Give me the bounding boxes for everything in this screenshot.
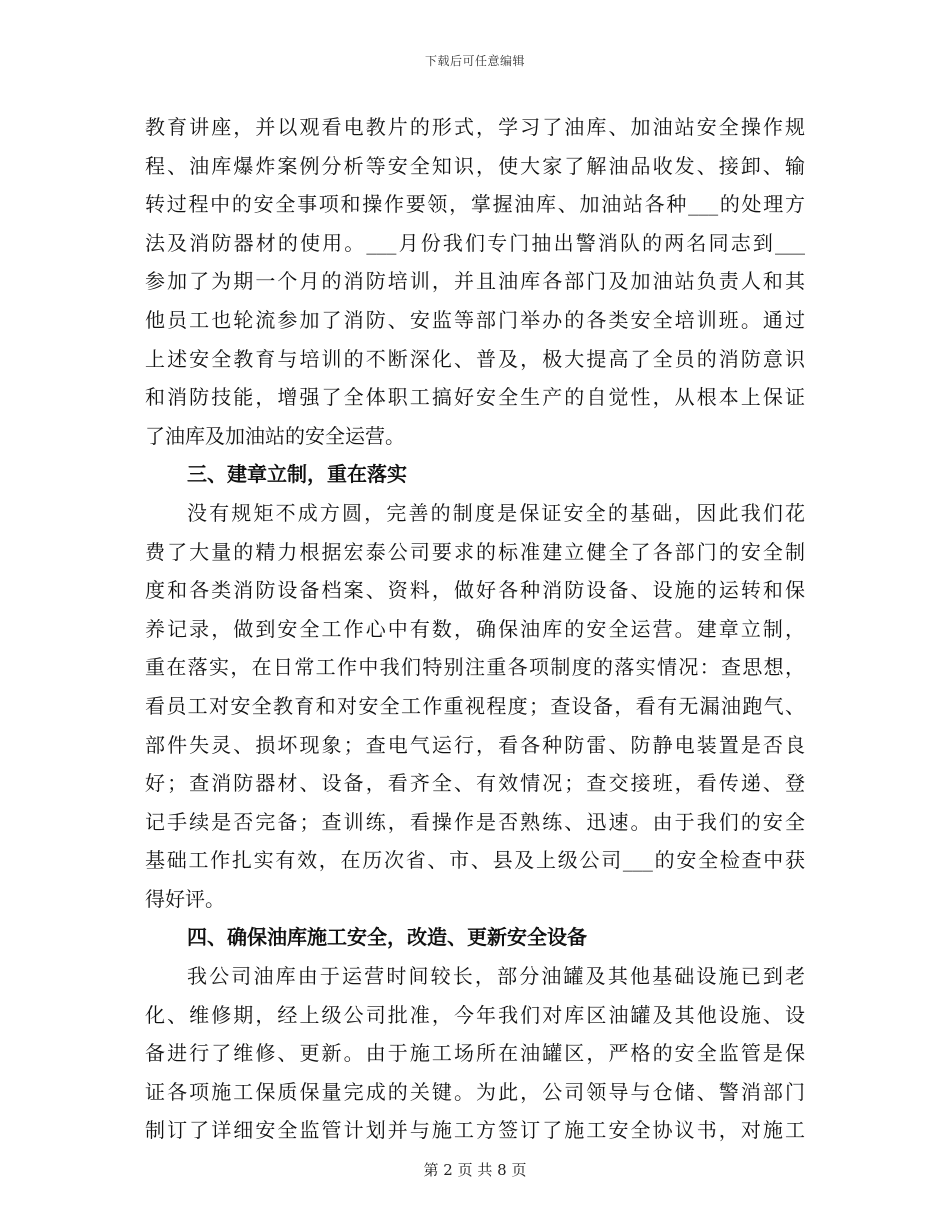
text-line: 化、维修期，经上级公司批准，今年我们对库区油罐及其他设施、设: [145, 1002, 805, 1027]
section-heading-4: 四、确保油库施工安全，改造、更新安全设备: [187, 925, 587, 950]
text-line: 度和各类消防设备档案、资料，做好各种消防设备、设施的运转和保: [145, 578, 805, 603]
text-line: 费了大量的精力根据宏泰公司要求的标准建立健全了各部门的安全制: [145, 539, 805, 564]
text-line: 好；查消防器材、设备，看齐全、有效情况；查交接班，看传递、登: [145, 771, 805, 796]
text-line: 程、油库爆炸案例分析等安全知识，使大家了解油品收发、接卸、输: [145, 153, 805, 178]
document-body: [145, 108, 805, 1150]
text-line: 备进行了维修、更新。由于施工场所在油罐区，严格的安全监管是保: [145, 1041, 805, 1066]
section-heading-3: 三、建章立制，重在落实: [187, 462, 407, 487]
text-line: 部件失灵、损坏现象；查电气运行，看各种防雷、防静电装置是否良: [145, 732, 805, 757]
text-line: 没有规矩不成方圆，完善的制度是保证安全的基础，因此我们花: [187, 500, 805, 525]
text-line: 制订了详细安全监管计划并与施工方签订了施工安全协议书，对施工: [145, 1118, 805, 1143]
text-line: 教育讲座，并以观看电教片的形式，学习了油库、加油站安全操作规: [145, 115, 805, 139]
text-line: 上述安全教育与培训的不断深化、普及，极大提高了全员的消防意识: [145, 346, 805, 371]
text-line: 得好评。: [145, 886, 225, 911]
text-line: 和消防技能，增强了全体职工搞好安全生产的自觉性，从根本上保证: [145, 385, 805, 410]
text-line: 了油库及加油站的安全运营。: [145, 423, 405, 448]
text-line: 记手续是否完备；查训练，看操作是否熟练、迅速。由于我们的安全: [145, 809, 805, 834]
text-line: 重在落实，在日常工作中我们特别注重各项制度的落实情况：查思想，: [145, 655, 805, 680]
page-footer: 第 2 页 共 8 页: [423, 1161, 527, 1179]
text-line: 参加了为期一个月的消防培训，并且油库各部门及加油站负责人和其: [145, 269, 805, 294]
page-header: 下载后可任意编辑: [424, 54, 525, 68]
text-line: 他员工也轮流参加了消防、安监等部门举办的各类安全培训班。通过: [145, 307, 805, 332]
text-line: 基础工作扎实有效，在历次省、市、县及上级公司___的安全检查中获: [145, 848, 805, 873]
text-line: 法及消防器材的使用。___月份我们专门抽出警消队的两名同志到___: [145, 230, 805, 255]
text-line: 转过程中的安全事项和操作要领，掌握油库、加油站各种___的处理方: [145, 192, 805, 217]
text-line: 我公司油库由于运营时间较长，部分油罐及其他基础设施已到老: [187, 964, 805, 989]
text-line: 养记录，做到安全工作心中有数，确保油库的安全运营。建章立制，: [145, 616, 805, 641]
text-line: 证各项施工保质保量完成的关键。为此，公司领导与仓储、警消部门: [145, 1079, 805, 1104]
text-line: 看员工对安全教育和对安全工作重视程度；查设备，看有无漏油跑气、: [145, 693, 805, 718]
